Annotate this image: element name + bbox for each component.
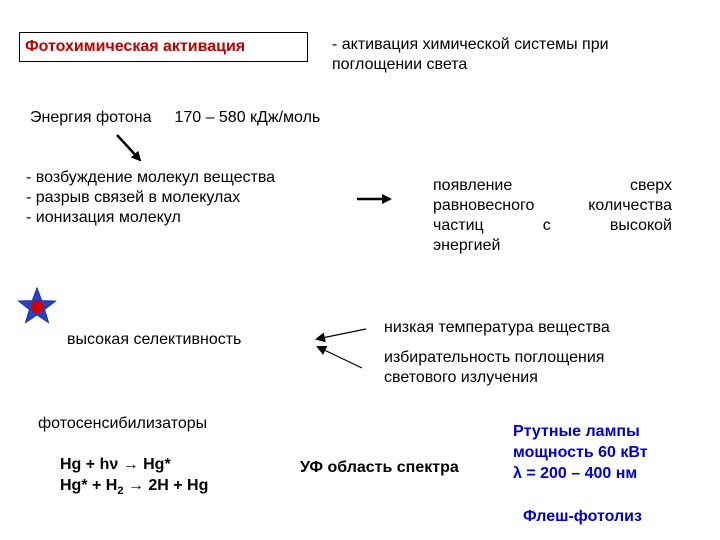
result-line: энергией	[433, 237, 501, 254]
title-box	[19, 32, 308, 62]
lamps-info	[513, 421, 648, 484]
reaction-1: Hg + hν → Hg*	[60, 456, 171, 473]
definition	[332, 35, 609, 75]
definition-line-1: - активация химической системы при	[332, 36, 609, 53]
reaction-2-subscript: 2	[117, 485, 124, 498]
effects-list	[26, 168, 275, 228]
effect-item: - возбуждение молекул вещества	[26, 169, 276, 186]
flash-photolysis: Флеш-фотолиз	[523, 508, 642, 525]
lamps-line-3: λ = 200 – 400 нм	[513, 465, 638, 482]
reaction-2-part-2: → 2H + Hg	[123, 477, 209, 494]
lamps-line-2: мощность 60 кВт	[513, 444, 648, 461]
definition-line-2: поглощении света	[332, 56, 468, 73]
selectivity-cause-2	[384, 348, 604, 388]
lamps-line-1: Ртутные лампы	[513, 423, 640, 440]
arrow-left-icon	[317, 329, 366, 339]
selectivity-cause-1: низкая температура вещества	[384, 319, 610, 336]
selectivity-cause-2-line-1: избирательность поглощения	[384, 349, 605, 366]
effect-item: - ионизация молекул	[26, 209, 181, 226]
result-text	[433, 176, 672, 256]
uv-region: УФ область спектра	[300, 459, 459, 476]
selectivity-label: высокая селективность	[67, 331, 242, 348]
photon-energy-label: Энергия фотона	[30, 109, 152, 126]
star-icon	[17, 287, 57, 325]
arrow-left-icon	[318, 347, 362, 368]
photon-energy-value: 170 – 580 кДж/моль	[174, 109, 321, 126]
result-line: появление сверх	[433, 177, 672, 194]
effect-item: - разрыв связей в молекулах	[26, 189, 241, 206]
selectivity-cause-2-line-2: светового излучения	[384, 369, 538, 386]
page-title: Фотохимическая активация	[25, 38, 246, 55]
reaction-2-part-1: Hg* + H	[60, 477, 118, 494]
photon-energy	[30, 108, 320, 128]
result-line: частиц с высокой	[433, 217, 672, 234]
result-line: равновесного количества	[433, 197, 672, 214]
photosensitizers-label: фотосенсибилизаторы	[38, 415, 208, 432]
arrow-down-icon	[117, 135, 140, 160]
reaction-2	[60, 476, 208, 501]
